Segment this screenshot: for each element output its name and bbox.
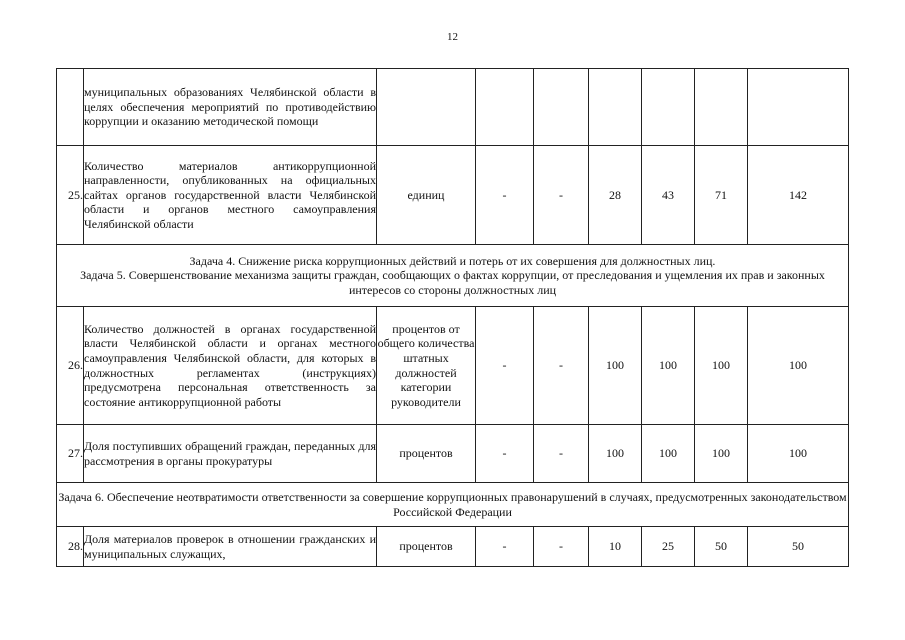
- row-number: 28.: [57, 527, 84, 567]
- value-cell: 100: [748, 425, 849, 483]
- value-cell: 43: [642, 146, 695, 245]
- value-cell: 100: [695, 307, 748, 425]
- value-cell: 100: [642, 307, 695, 425]
- value-cell: 100: [589, 307, 642, 425]
- value-cell: -: [476, 146, 534, 245]
- value-cell: 50: [695, 527, 748, 567]
- value-cell: -: [534, 146, 589, 245]
- unit-cell: процентов: [377, 527, 476, 567]
- value-cell: 100: [589, 425, 642, 483]
- value-cell: 100: [642, 425, 695, 483]
- task-row: [57, 483, 849, 527]
- unit-cell: единиц: [377, 146, 476, 245]
- unit-cell: процентов от общего количества штатных должностей категории руководители: [377, 307, 476, 425]
- task-heading: [57, 245, 849, 307]
- row-number: [57, 69, 84, 146]
- unit-cell: процентов: [377, 425, 476, 483]
- task-heading: Задача 6. Обеспечение неотвратимости ответственности за совершение коррупционных правонарушений в случаях, предусмотренных законодательством Российской Федерации: [57, 483, 849, 527]
- table-row: [57, 527, 849, 567]
- value-cell: 10: [589, 527, 642, 567]
- indicator-name: Количество должностей в органах государственной власти Челябинской области и органах местного самоуправления Челябинской области, для которых в должностных регламентах (инструкциях) предусмотрена персональная ответственность за состояние антикоррупционной работы: [84, 307, 377, 425]
- value-cell: 28: [589, 146, 642, 245]
- value-cell: -: [534, 527, 589, 567]
- task-row: [57, 245, 849, 307]
- value-cell: 50: [748, 527, 849, 567]
- value-cell: 142: [748, 146, 849, 245]
- indicators-table: [56, 68, 849, 567]
- indicator-name: муниципальных образованиях Челябинской области в целях обеспечения мероприятий по противодействию коррупции и оказанию методической помощи: [84, 69, 377, 146]
- value-cell: -: [476, 425, 534, 483]
- value-cell: 25: [642, 527, 695, 567]
- indicator-name: Доля материалов проверок в отношении гражданских и муниципальных служащих,: [84, 527, 377, 567]
- table-row: [57, 146, 849, 245]
- task-line: Задача 5. Совершенствование механизма защиты граждан, сообщающих о фактах коррупции, от преследования и ущемления их прав и законных интересов со стороны должностных лиц: [80, 268, 825, 297]
- value-cell: -: [476, 527, 534, 567]
- value-cell: 71: [695, 146, 748, 245]
- row-number: 26.: [57, 307, 84, 425]
- page-number: 12: [447, 31, 458, 43]
- task-line: Задача 4. Снижение риска коррупционных действий и потерь от их совершения для должностных лиц.: [189, 253, 716, 268]
- table-row: [57, 307, 849, 425]
- value-cell: -: [534, 425, 589, 483]
- value-cell: -: [476, 307, 534, 425]
- table-row: [57, 425, 849, 483]
- indicator-name: Доля поступивших обращений граждан, переданных для рассмотрения в органы прокуратуры: [84, 425, 377, 483]
- row-number: 27.: [57, 425, 84, 483]
- value-cell: 100: [748, 307, 849, 425]
- table-row: [57, 69, 849, 146]
- value-cell: -: [534, 307, 589, 425]
- indicator-name: Количество материалов антикоррупционной направленности, опубликованных на официальных сайтах органов государственной власти Челябинской области и органов местного самоуправления Челябинской области: [84, 146, 377, 245]
- row-number: 25.: [57, 146, 84, 245]
- value-cell: 100: [695, 425, 748, 483]
